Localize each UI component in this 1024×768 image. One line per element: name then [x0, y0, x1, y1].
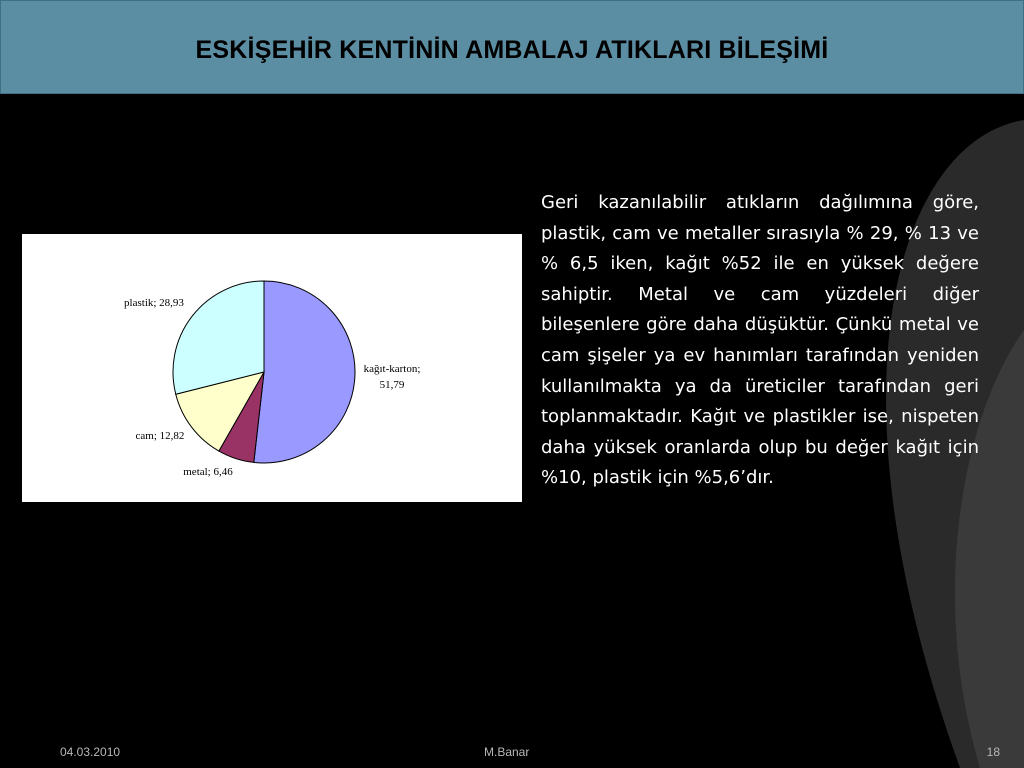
- slide-title: ESKİŞEHİR KENTİNİN AMBALAJ ATIKLARI BİLEŞİMİ: [195, 35, 829, 64]
- pie-label-3: plastik; 28,93: [124, 297, 184, 309]
- pie-chart-panel: [22, 234, 522, 502]
- footer-author: M.Banar: [484, 745, 530, 759]
- pie-label-0: kağıt-karton; 51,79: [363, 363, 421, 391]
- pie-chart: [22, 234, 522, 502]
- pie-label-2: cam; 12,82: [135, 430, 185, 442]
- pie-slice-0: [254, 281, 355, 463]
- footer-date: 04.03.2010: [60, 745, 121, 759]
- description-paragraph: Geri kazanılabilir atıkların dağılımına göre, plastik, cam ve metaller sırasıyla % 29, % 13 ve % 6,5 iken, kağıt %52 ile en yüksek değere sahiptir. Metal ve cam yüzdeleri diğer bileşenlere göre daha düşüktür. Çünkü metal ve cam şişeler ya ev hanımları tarafından yeniden kullanılmakta ya da üreticiler tarafından geri toplanmaktadır. Kağıt ve plastikler ise, nispeten daha yüksek oranlarda olup bu değer kağıt için %10, plastik için %5,6’dır.: [541, 192, 979, 489]
- pie-label-1: metal; 6,46: [183, 466, 233, 478]
- title-bar: [0, 0, 1024, 94]
- footer-page-number: 18: [986, 745, 1000, 759]
